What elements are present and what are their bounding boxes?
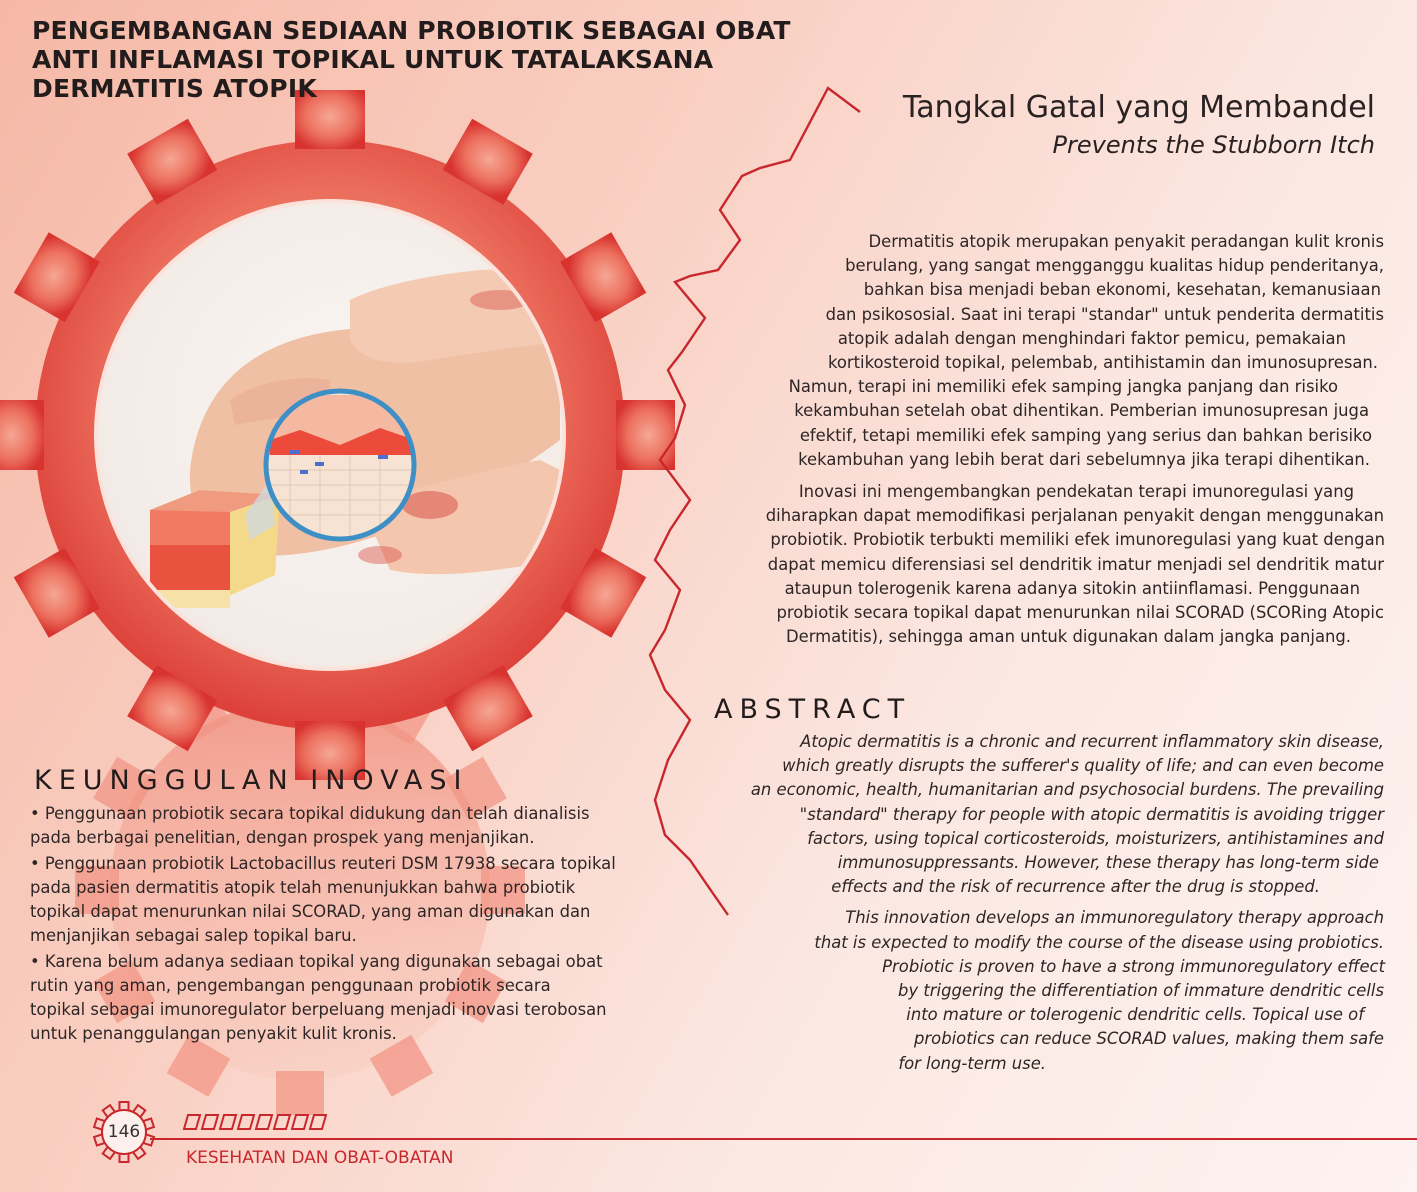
text-line: kekambuhan setelah obat dihentikan. Pemberian imunosupresan juga: [794, 401, 1369, 421]
text-line: kortikosteroid topikal, pelembab, antihistamin dan imunosupresan.: [827, 353, 1378, 372]
bullet-line: • Karena belum adanya sediaan topikal yang digunakan sebagai obat: [30, 952, 603, 971]
text-line: probiotics can reduce SCORAD values, making them safe: [914, 1029, 1384, 1049]
footer-stripe: [274, 1115, 290, 1129]
title-line-3: DERMATITIS ATOPIK: [32, 74, 317, 103]
text-line: kekambuhan yang lebih berat dari sebelumnya jika terapi dihentikan.: [798, 449, 1370, 469]
bullet-line: rutin yang aman, pengembangan penggunaan probiotik secara: [30, 976, 551, 995]
page-title: [32, 16, 852, 103]
text-line: for long-term use.: [898, 1053, 1046, 1073]
bullet-line: • Penggunaan probiotik secara topikal didukung dan telah dianalisis: [30, 804, 590, 823]
bullet-line: untuk penanggulangan penyakit kulit kronis.: [30, 1024, 397, 1043]
text-line: factors, using topical corticosteroids, moisturizers, antihistamines and: [807, 828, 1384, 848]
title-line-1: PENGEMBANGAN SEDIAAN PROBIOTIK SEBAGAI OBAT: [32, 16, 791, 45]
footer-stripes: [184, 1115, 326, 1129]
text-line: Namun, terapi ini memiliki efek samping jangka panjang dan risiko: [788, 377, 1338, 397]
bullet-line: topikal sebagai imunoregulator berpeluang menjadi inovasi terobosan: [30, 1000, 607, 1019]
text-line: into mature or tolerogenic dendritic cells. Topical use of: [906, 1005, 1364, 1025]
text-line: Atopic dermatitis is a chronic and recurrent inflammatory skin disease,: [800, 732, 1384, 751]
headline: Tangkal Gatal yang Membandel: [902, 90, 1375, 125]
footer-stripe: [292, 1115, 308, 1129]
text-line: This innovation develops an immunoregulatory therapy approach: [845, 908, 1384, 928]
text-line: "standard" therapy for people with atopic dermatitis is avoiding trigger: [799, 804, 1384, 824]
footer-stripe: [310, 1115, 326, 1129]
text-line: that is expected to modify the course of the disease using probiotics.: [814, 932, 1384, 952]
text-line: berulang, yang sangat mengganggu kualitas hidup penderitanya,: [845, 256, 1384, 276]
keunggulan-heading: KEUNGGULAN INOVASI: [34, 765, 469, 796]
gear-tooth: [0, 400, 44, 470]
footer-stripe: [220, 1115, 236, 1129]
text-line: an economic, health, humanitarian and psychosocial burdens. The prevailing: [750, 780, 1384, 800]
footer-stripe: [202, 1115, 218, 1129]
text-line: efektif, tetapi memiliki efek samping yang serius dan bahkan berisiko: [799, 425, 1372, 445]
text-line: dan psikososial. Saat ini terapi "standar" untuk penderita dermatitis: [825, 304, 1384, 324]
page-number: 146: [107, 1122, 141, 1142]
text-line: Dermatitis), sehingga aman untuk digunakan dalam jangka panjang.: [786, 627, 1351, 647]
text-line: probiotik secara topikal dapat menurunkan nilai SCORAD (SCORing Atopic: [776, 603, 1384, 622]
gear-tooth: [616, 400, 675, 470]
text-line: immunosuppressants. However, these therapy has long-term side: [837, 853, 1379, 872]
text-line: Dermatitis atopik merupakan penyakit peradangan kulit kronis: [868, 232, 1384, 251]
text-line: Probiotic is proven to have a strong immunoregulatory effect: [882, 956, 1385, 976]
text-line: ataupun tolerogenik karena adanya sitokin antiinflamasi. Penggunaan: [784, 578, 1360, 598]
bullet-line: pada pasien dermatitis atopik telah menunjukkan bahwa probiotik: [30, 878, 576, 897]
text-line: which greatly disrupts the sufferer's quality of life; and can even become: [782, 756, 1384, 776]
bullet-line: pada berbagai penelitian, dengan prospek yang menjanjikan.: [30, 828, 535, 847]
text-line: diharapkan dapat memodifikasi perjalanan penyakit dengan menggunakan: [765, 506, 1384, 526]
text-line: by triggering the differentiation of immature dendritic cells: [898, 981, 1384, 1000]
footer-stripe: [238, 1115, 254, 1129]
subheadline: Prevents the Stubborn Itch: [1052, 131, 1375, 159]
text-line: effects and the risk of recurrence after the drug is stopped.: [831, 877, 1320, 897]
gear-tooth: [276, 1071, 324, 1115]
title-line-2: ANTI INFLAMASI TOPIKAL UNTUK TATALAKSANA: [32, 45, 714, 74]
text-line: probiotik. Probiotik terbukti memiliki efek imunoregulasi yang kuat dengan: [770, 530, 1385, 550]
footer-label: KESEHATAN DAN OBAT-OBATAN: [186, 1148, 454, 1168]
bullet-line: menjanjikan sebagai salep topikal baru.: [30, 926, 357, 945]
text-line: bahkan bisa menjadi beban ekonomi, kesehatan, kemanusiaan: [863, 280, 1381, 300]
text-line: atopik adalah dengan menghindari faktor pemicu, pemakaian: [837, 328, 1346, 348]
footer-stripe: [256, 1115, 272, 1129]
footer-stripe: [184, 1115, 200, 1129]
abstract-heading: ABSTRACT: [714, 694, 912, 725]
text-line: Inovasi ini mengembangkan pendekatan terapi imunoregulasi yang: [798, 482, 1354, 501]
text-line: dapat memicu diferensiasi sel dendritik imatur menjadi sel dendritik matur: [767, 554, 1384, 574]
bullet-line: topikal dapat menurunkan nilai SCORAD, yang aman digunakan dan: [30, 902, 591, 921]
bullet-line: • Penggunaan probiotik Lactobacillus reuteri DSM 17938 secara topikal: [30, 854, 616, 873]
